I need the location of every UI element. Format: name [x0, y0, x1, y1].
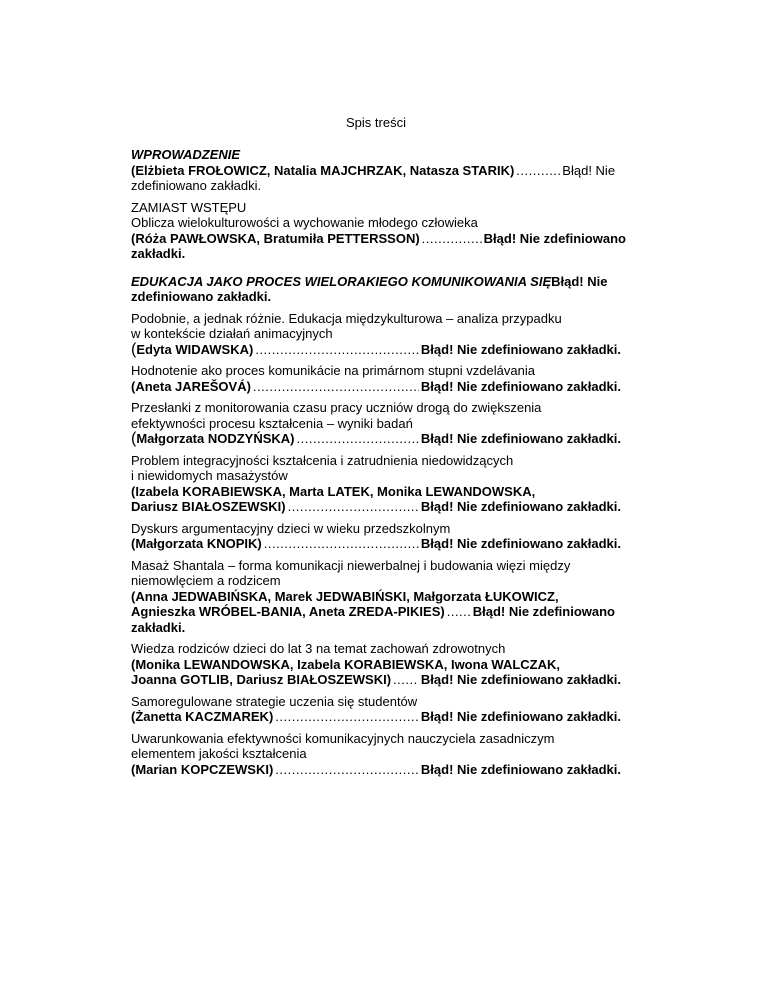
- leader-dots: [447, 604, 471, 620]
- section-error-part1: Błąd! Nie: [551, 273, 608, 289]
- entry-authors: Joanna GOTLIB, Dariusz BIAŁOSZEWSKI): [131, 672, 392, 687]
- toc-entry[interactable]: [131, 731, 621, 778]
- toc-entry[interactable]: [131, 694, 621, 725]
- intro-author-line: [131, 163, 621, 179]
- leader-dots: [516, 163, 560, 179]
- toc-entry[interactable]: [131, 400, 621, 447]
- leader-dots: [253, 379, 419, 395]
- preface-heading: ZAMIAST WSTĘPU: [131, 199, 247, 215]
- preface-error-part1: Błąd! Nie zdefiniowano: [483, 230, 626, 246]
- leader-dots: [297, 431, 419, 447]
- intro-error-part2: zdefiniowano zakładki.: [131, 178, 262, 193]
- entry-error: Błąd! Nie zdefiniowano zakładki.: [420, 499, 621, 514]
- entry-authors-line: (Monika LEWANDOWSKA, Izabela KORABIEWSKA, Iwona WALCZAK,: [131, 656, 561, 672]
- leader-dots: [264, 536, 419, 552]
- entry-author-line: [131, 536, 621, 552]
- intro-authors: (Elżbieta FROŁOWICZ, Natalia MAJCHRZAK, Natasza STARIK): [131, 162, 515, 178]
- toc-entry[interactable]: [131, 453, 621, 515]
- entry-title-line: niemowlęciem a rodzicem: [131, 573, 281, 588]
- entry-author-line: [131, 379, 621, 395]
- toc-entry[interactable]: [131, 558, 621, 636]
- toc-entries: [131, 147, 626, 783]
- toc-section-heading[interactable]: [131, 274, 621, 305]
- entry-author-line: [131, 762, 621, 778]
- entry-error: Błąd! Nie zdefiniowano zakładki.: [420, 378, 621, 394]
- entry-authors: Agnieszka WRÓBEL-BANIA, Aneta ZREDA-PIKIES): [131, 604, 445, 619]
- entry-title-line: Dyskurs argumentacyjny dzieci w wieku przedszkolnym: [131, 520, 451, 536]
- entry-authors-line: (Anna JEDWABIŃSKA, Marek JEDWABIŃSKI, Małgorzata ŁUKOWICZ,: [131, 588, 559, 604]
- entry-title-line: Masaż Shantala – forma komunikacji niewerbalnej i budowania więzi między: [131, 557, 571, 573]
- entry-title-line: Wiedza rodziców dzieci do lat 3 na temat zachowań zdrowotnych: [131, 641, 506, 656]
- preface-author-line: [131, 230, 626, 247]
- toc-title: Spis treści: [346, 115, 406, 130]
- entry-title-line: Problem integracyjności kształcenia i zatrudnienia niedowidzących: [131, 452, 514, 468]
- entry-author-line: [131, 342, 621, 358]
- section-heading-line: [131, 274, 621, 290]
- preface-error-part2: zakładki.: [131, 246, 186, 261]
- section-heading: EDUKACJA JAKO PROCES WIELORAKIEGO KOMUNIKOWANIA SIĘ: [131, 273, 552, 289]
- intro-error-part1: Błąd! Nie: [562, 162, 616, 178]
- entry-authors: (Żanetta KACZMAREK): [131, 709, 274, 724]
- entry-authors: Dariusz BIAŁOSZEWSKI): [131, 499, 286, 514]
- leader-dots: [288, 499, 419, 515]
- entry-authors: Edyta WIDAWSKA): [136, 341, 254, 357]
- leader-dots: [393, 672, 419, 688]
- entry-author-line: [131, 431, 621, 447]
- entry-title-line: Podobnie, a jednak różnie. Edukacja międzykulturowa – analiza przypadku: [131, 310, 562, 326]
- toc-entry-preface[interactable]: [131, 199, 626, 262]
- intro-heading: WPROWADZENIE: [131, 147, 241, 162]
- entry-error-part1: Błąd! Nie zdefiniowano: [472, 604, 616, 619]
- toc-entry[interactable]: [131, 363, 621, 394]
- entry-error: Błąd! Nie zdefiniowano zakładki.: [420, 761, 621, 777]
- entry-title-line: i niewidomych masażystów: [131, 468, 288, 483]
- section-error-part2: zdefiniowano zakładki.: [131, 289, 272, 304]
- entry-authors: (Aneta JAREŠOVÁ): [131, 378, 251, 394]
- entry-error: Błąd! Nie zdefiniowano zakładki.: [420, 672, 621, 687]
- entry-author-line: [131, 709, 621, 725]
- preface-authors: (Róża PAWŁOWSKA, Bratumiła PETTERSSON): [131, 230, 420, 246]
- entry-error-part2: zakładki.: [131, 619, 186, 635]
- open-paren: (: [131, 340, 137, 358]
- entry-error: Błąd! Nie zdefiniowano zakładki.: [420, 431, 621, 446]
- leader-dots: [255, 342, 419, 358]
- entry-authors: Małgorzata NODZYŃSKA): [136, 431, 295, 446]
- leader-dots: [275, 709, 419, 725]
- open-paren: (: [131, 430, 137, 447]
- entry-author-line: [131, 604, 621, 620]
- leader-dots: [275, 762, 419, 778]
- toc-entry[interactable]: [131, 311, 621, 358]
- preface-title: Oblicza wielokulturowości a wychowanie młodego człowieka: [131, 215, 478, 230]
- entry-error: Błąd! Nie zdefiniowano zakładki.: [420, 341, 621, 357]
- entry-title-line: Hodnotenie ako proces komunikácie na primárnom stupni vzdelávania: [131, 363, 535, 378]
- toc-entry-intro[interactable]: [131, 147, 621, 194]
- entry-title-line: Uwarunkowania efektywności komunikacyjnych nauczyciela zasadniczym: [131, 730, 555, 746]
- entry-error: Błąd! Nie zdefiniowano zakładki.: [420, 536, 621, 551]
- entry-title-line: Przesłanki z monitorowania czasu pracy uczniów drogą do zwiększenia: [131, 400, 542, 415]
- entry-author-line: [131, 499, 621, 515]
- entry-title-line: efektywności procesu kształcenia – wyniki badań: [131, 415, 413, 431]
- entry-authors-line: (Izabela KORABIEWSKA, Marta LATEK, Monika LEWANDOWSKA,: [131, 483, 536, 499]
- entry-title-line: elementem jakości kształcenia: [131, 746, 307, 761]
- entry-title-line: Samoregulowane strategie uczenia się studentów: [131, 693, 418, 709]
- toc-entry[interactable]: [131, 641, 621, 688]
- entry-authors: (Marian KOPCZEWSKI): [131, 761, 274, 777]
- toc-entry[interactable]: [131, 521, 621, 552]
- entry-author-line: [131, 672, 621, 688]
- entry-authors: (Małgorzata KNOPIK): [131, 536, 262, 551]
- entry-error: Błąd! Nie zdefiniowano zakładki.: [420, 709, 621, 724]
- entry-title-line: w kontekście działań animacyjnych: [131, 326, 333, 341]
- leader-dots: [422, 231, 482, 247]
